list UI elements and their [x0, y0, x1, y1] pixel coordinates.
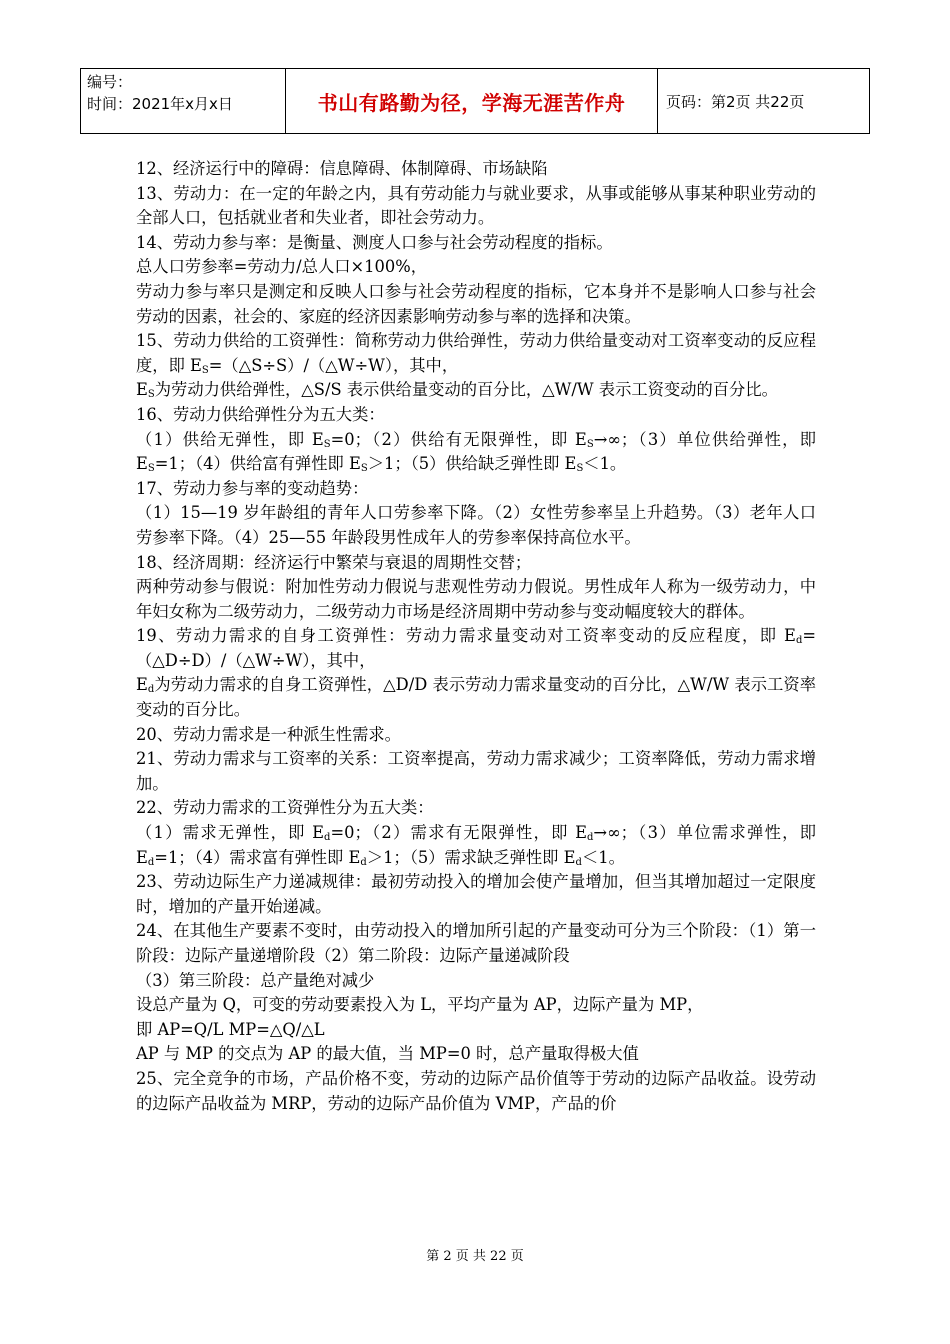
paragraph: （1）需求无弹性，即 $E_d=0$；（2）需求有无限弹性，即 $E_d\to\infty$；（3）单位需求弹性，即 $E_d=1$；（4）需求富有弹性即 $E_d>1$；（5）需求缺乏弹性即 $E_d<1$。	[136, 823, 817, 868]
document-body	[136, 157, 816, 1116]
paragraph: 18、经济周期：经济运行中繁荣与衰退的周期性交替；	[136, 552, 532, 572]
paragraph: 两种劳动参与假说：附加性劳动力假说与悲观性劳动力假说。男性成年人称为一级劳动力，中年妇女称为二级劳动力，二级劳动力市场是经济周期中劳动参与变动幅度较大的群体。	[136, 577, 816, 621]
paragraph: （1）供给无弹性，即 $E_S=0$；（2）供给有无限弹性，即 $E_S\to\infty$；（3）单位供给弹性，即 $E_S=1$；（4）供给富有弹性即 $E_S>1$；（5）供给缺乏弹性即 $E_S<1$。	[136, 429, 816, 475]
paragraph: 24、在其他生产要素不变时，由劳动投入的增加所引起的产量变动可分为三个阶段：（1）第一阶段：边际产量递增阶段（2）第二阶段：边际产量递减阶段	[136, 921, 816, 965]
paragraph: 25、完全竞争的市场，产品价格不变，劳动的边际产品价值等于劳动的边际产品收益。设劳动的边际产品收益为 MRP，劳动的边际产品价值为 VMP，产品的价	[136, 1068, 816, 1113]
paragraph: 15、劳动力供给的工资弹性：简称劳动力供给弹性，劳动力供给量变动对工资率变动的反应程度，即 $E_S=(\triangle S\div S)/(\triangle W\div W)$，其中，	[136, 331, 816, 376]
paragraph: 总人口劳参率=劳动力/总人口×100%，	[136, 257, 427, 277]
paragraph: 16、劳动力供给弹性分为五大类：	[136, 404, 385, 424]
paragraph: （3）第三阶段：总产量绝对减少	[136, 970, 375, 990]
header-meta	[81, 69, 286, 133]
time-label: 时间：2021年x月x日	[87, 95, 233, 113]
paragraph: $E_S$为劳动力供给弹性，△S/S 表示供给量变动的百分比，△W/W 表示工资变动的百分比。	[136, 380, 778, 401]
paragraph: 13、劳动力：在一定的年龄之内，具有劳动能力与就业要求，从事或能够从事某种职业劳动的全部人口，包括就业者和失业者，即社会劳动力。	[136, 183, 816, 228]
paragraph: AP 与 MP 的交点为 AP 的最大值，当 MP=0 时，总产量取得极大值	[136, 1044, 639, 1064]
page-footer: 第 2 页 共 22 页	[426, 1249, 524, 1264]
paragraph: 19、劳动力需求的自身工资弹性：劳动力需求量变动对工资率变动的反应程度，即 $E_d=(\triangle D\div D)/(\triangle W\div W)$，其中，	[136, 626, 816, 670]
paragraph: $E_d$为劳动力需求的自身工资弹性，△D/D 表示劳动力需求量变动的百分比，△W/W 表示工资率变动的百分比。	[136, 675, 816, 720]
paragraph: 20、劳动力需求是一种派生性需求。	[136, 724, 401, 744]
paragraph: 23、劳动边际生产力递减规律：最初劳动投入的增加会使产量增加，但当其增加超过一定限度时，增加的产量开始递减。	[136, 872, 816, 916]
paragraph: 12、经济运行中的障碍：信息障碍、体制障碍、市场缺陷	[136, 159, 548, 178]
header-page-info: 页码：第2页 共22页	[666, 92, 805, 111]
paragraph: 22、劳动力需求的工资弹性分为五大类：	[136, 798, 434, 818]
header-motto: 书山有路勤为径，学海无涯苦作舟	[286, 69, 658, 133]
paragraph: 设总产量为 Q，可变的劳动要素投入为 L，平均产量为 AP，边际产量为 MP，	[136, 995, 704, 1015]
paragraph: 劳动力参与率只是测定和反映人口参与社会劳动程度的指标，它本身并不是影响人口参与社会劳动的因素，社会的、家庭的经济因素影响劳动参与率的选择和决策。	[136, 281, 816, 326]
paragraph: （1）15—19 岁年龄组的青年人口劳参率下降。（2）女性劳参率呈上升趋势。（3）老年人口劳参率下降。（4）25—55 年龄段男性成年人的劳参率保持高位水平。	[136, 503, 816, 547]
paragraph: 17、劳动力参与率的变动趋势：	[136, 478, 369, 498]
number-label: 编号：	[87, 73, 133, 91]
paragraph: 21、劳动力需求与工资率的关系：工资率提高，劳动力需求减少；工资率降低，劳动力需求增加。	[136, 749, 816, 793]
paragraph: 14、劳动力参与率：是衡量、测度人口参与社会劳动程度的指标。	[136, 232, 613, 252]
document-header	[80, 68, 870, 134]
paragraph: 即 AP=Q/L MP=△Q/△L	[136, 1019, 325, 1039]
